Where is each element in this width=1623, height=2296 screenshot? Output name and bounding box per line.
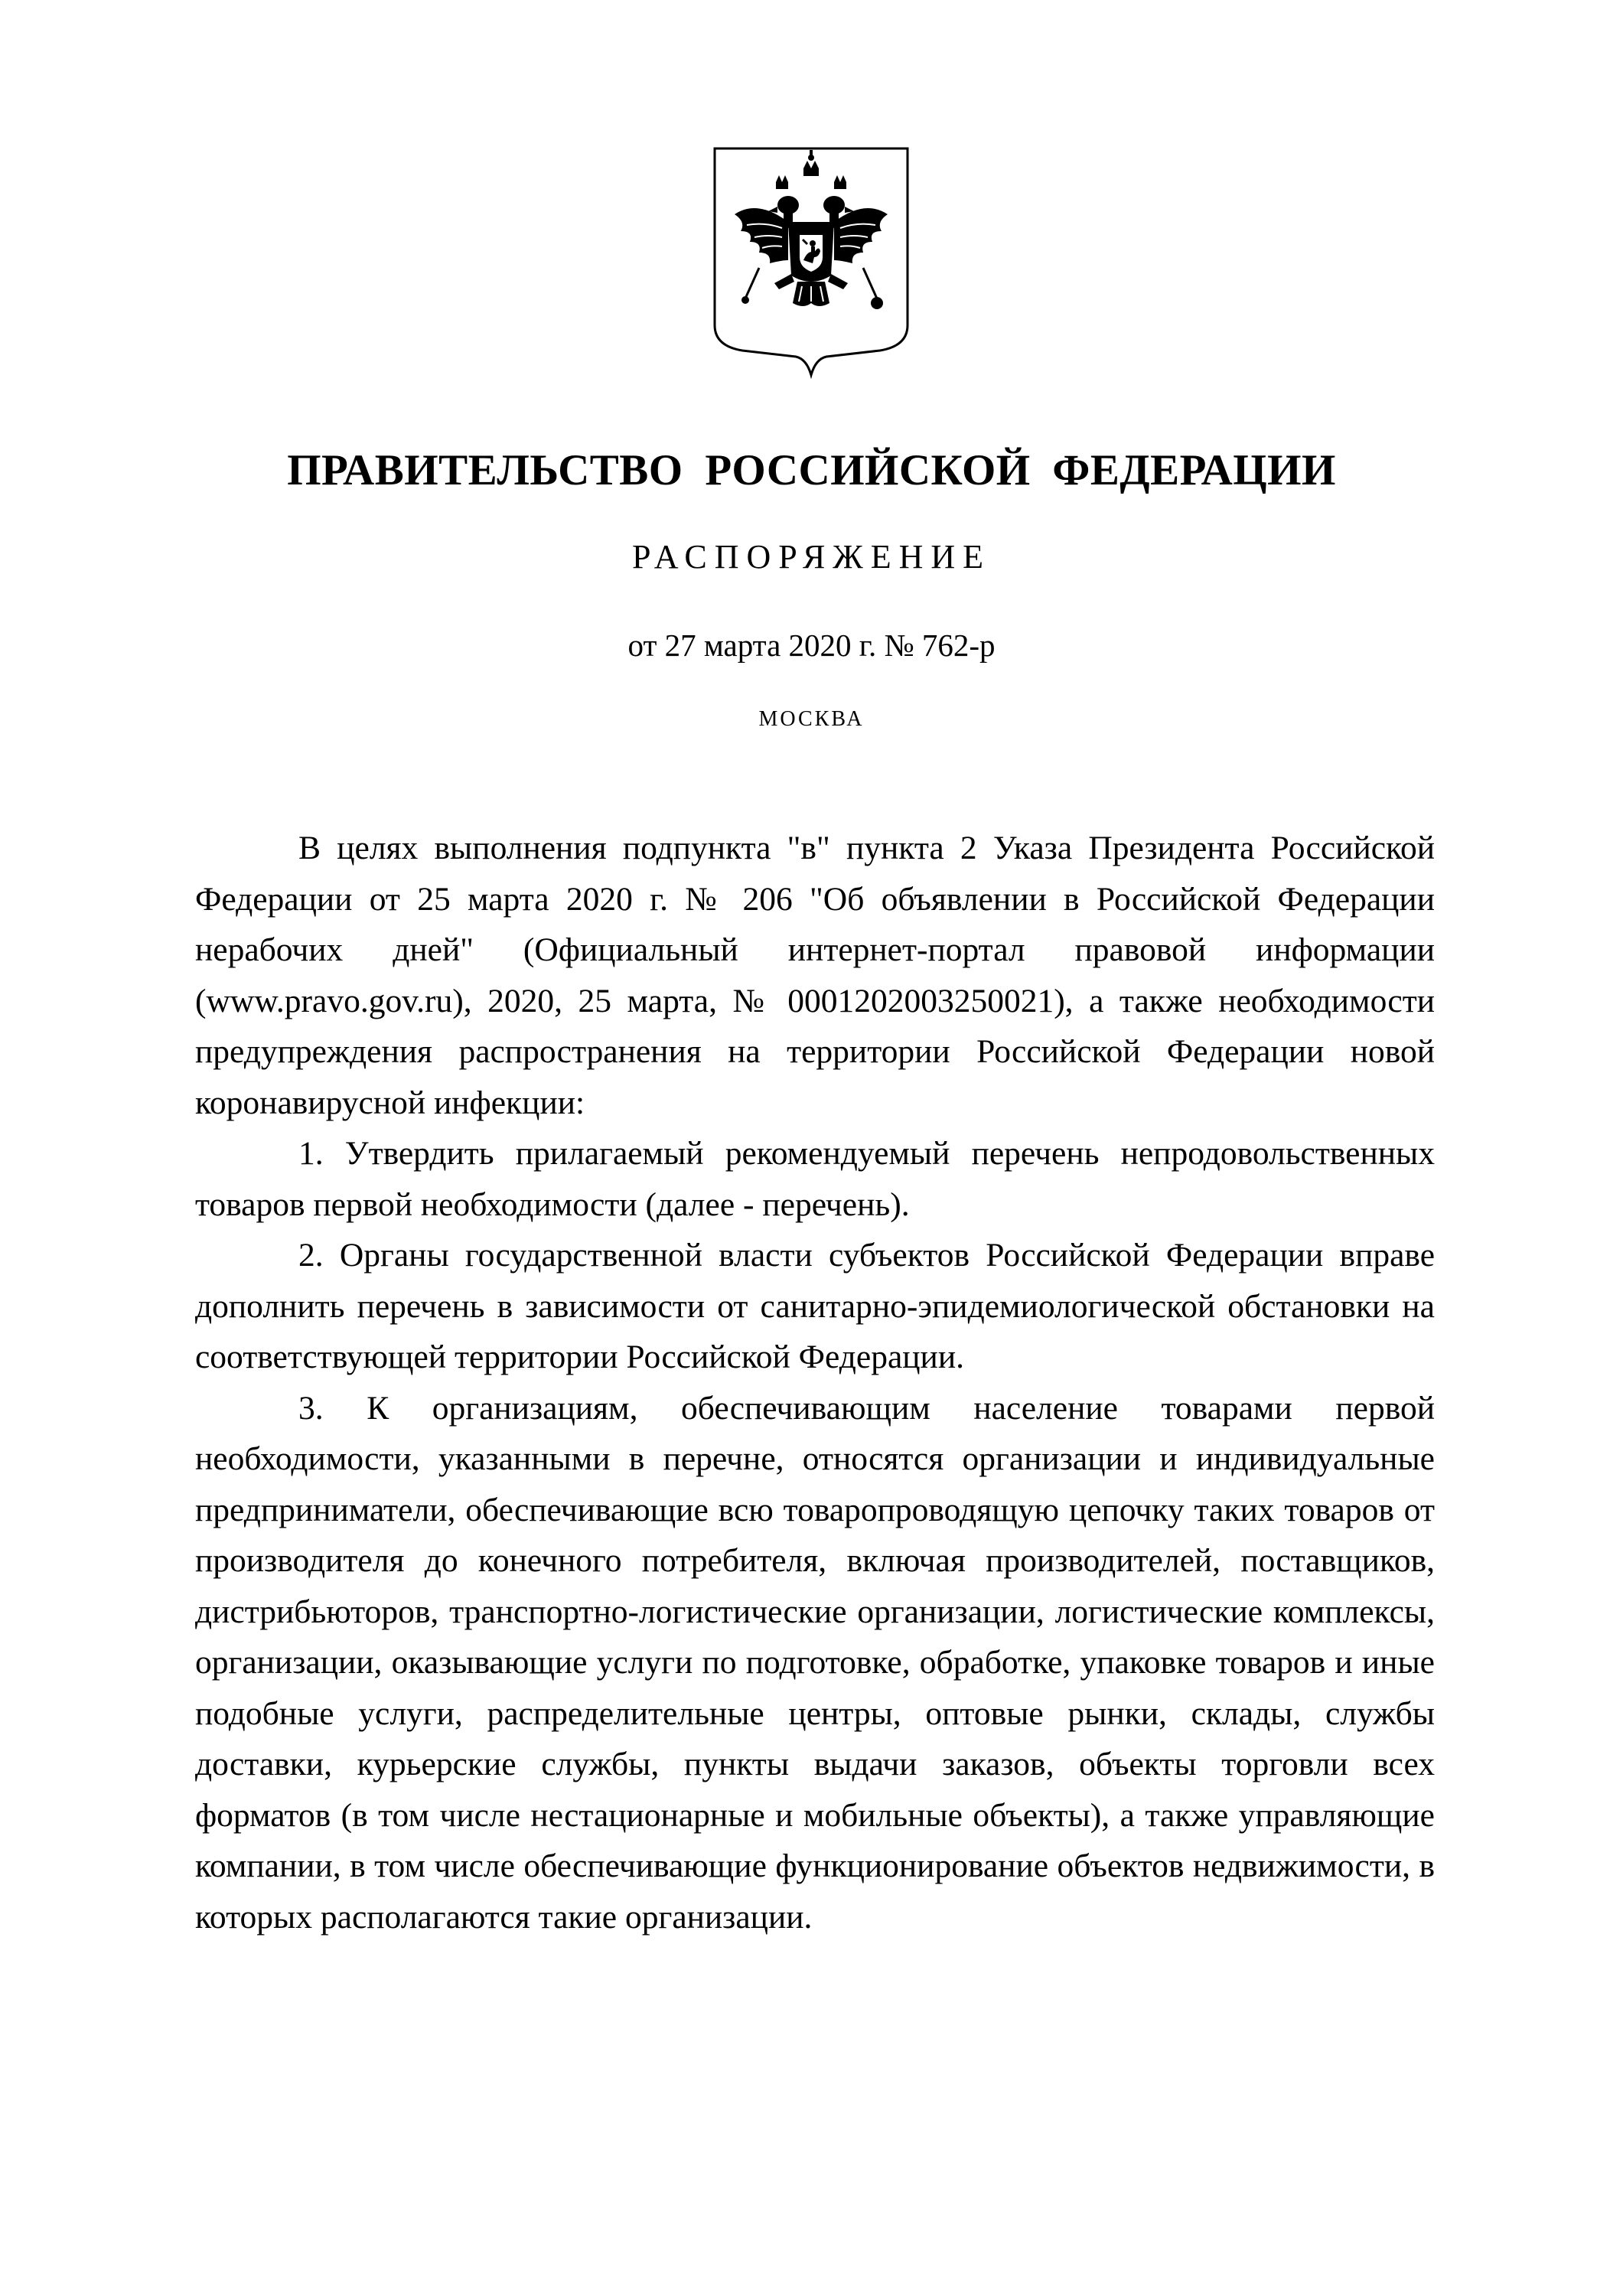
coat-of-arms-icon	[712, 145, 911, 379]
government-title: ПРАВИТЕЛЬСТВО РОССИЙСКОЙ ФЕДЕРАЦИИ	[287, 446, 1336, 494]
document-body	[195, 823, 1435, 1942]
document-date-number: от 27 марта 2020 г. № 762-р	[627, 628, 996, 663]
item-3-paragraph: 3. К организациям, обеспечивающим население товарами первой необходимости, указанными в перечне, относятся организации и индивидуальные предприниматели, обеспечивающие всю товаропроводящую цепочку таких товаров от производителя до конечного потребителя, включая производителей, поставщиков, дистрибьюторов, транспортно-логистические организации, логистические комплексы, организации, оказывающие услуги по подготовке, обработке, упаковке товаров и иные подобные услуги, распределительные центры, оптовые рынки, склады, службы доставки, курьерские службы, пункты выдачи заказов, объекты торговли всех форматов (в том числе нестационарные и мобильные объекты), а также управляющие компании, в том числе обеспечивающие функционирование объектов недвижимости, в которых располагаются такие организации.	[195, 1389, 1435, 1936]
document-city: МОСКВА	[758, 707, 865, 731]
document-type: РАСПОРЯЖЕНИЕ	[631, 538, 992, 576]
item-2-paragraph: 2. Органы государственной власти субъектов Российской Федерации вправе дополнить перечень в зависимости от санитарно-эпидемиологической обстановки на соответствующей территории Российской Федерации.	[195, 1237, 1435, 1375]
item-1-paragraph: 1. Утвердить прилагаемый рекомендуемый перечень непродовольственных товаров первой необходимости (далее - перечень).	[195, 1135, 1435, 1223]
preamble-paragraph: В целях выполнения подпункта "в" пункта 2 Указа Президента Российской Федерации от 25 марта 2020 г. № 206 "Об объявлении в Российской Федерации нерабочих дней" (Официальный интернет-портал правовой информации (www.pravo.gov.ru), 2020, 25 марта, № 0001202003250021), а также необходимости предупреждения распространения на территории Российской Федерации новой коронавирусной инфекции:	[195, 830, 1435, 1121]
